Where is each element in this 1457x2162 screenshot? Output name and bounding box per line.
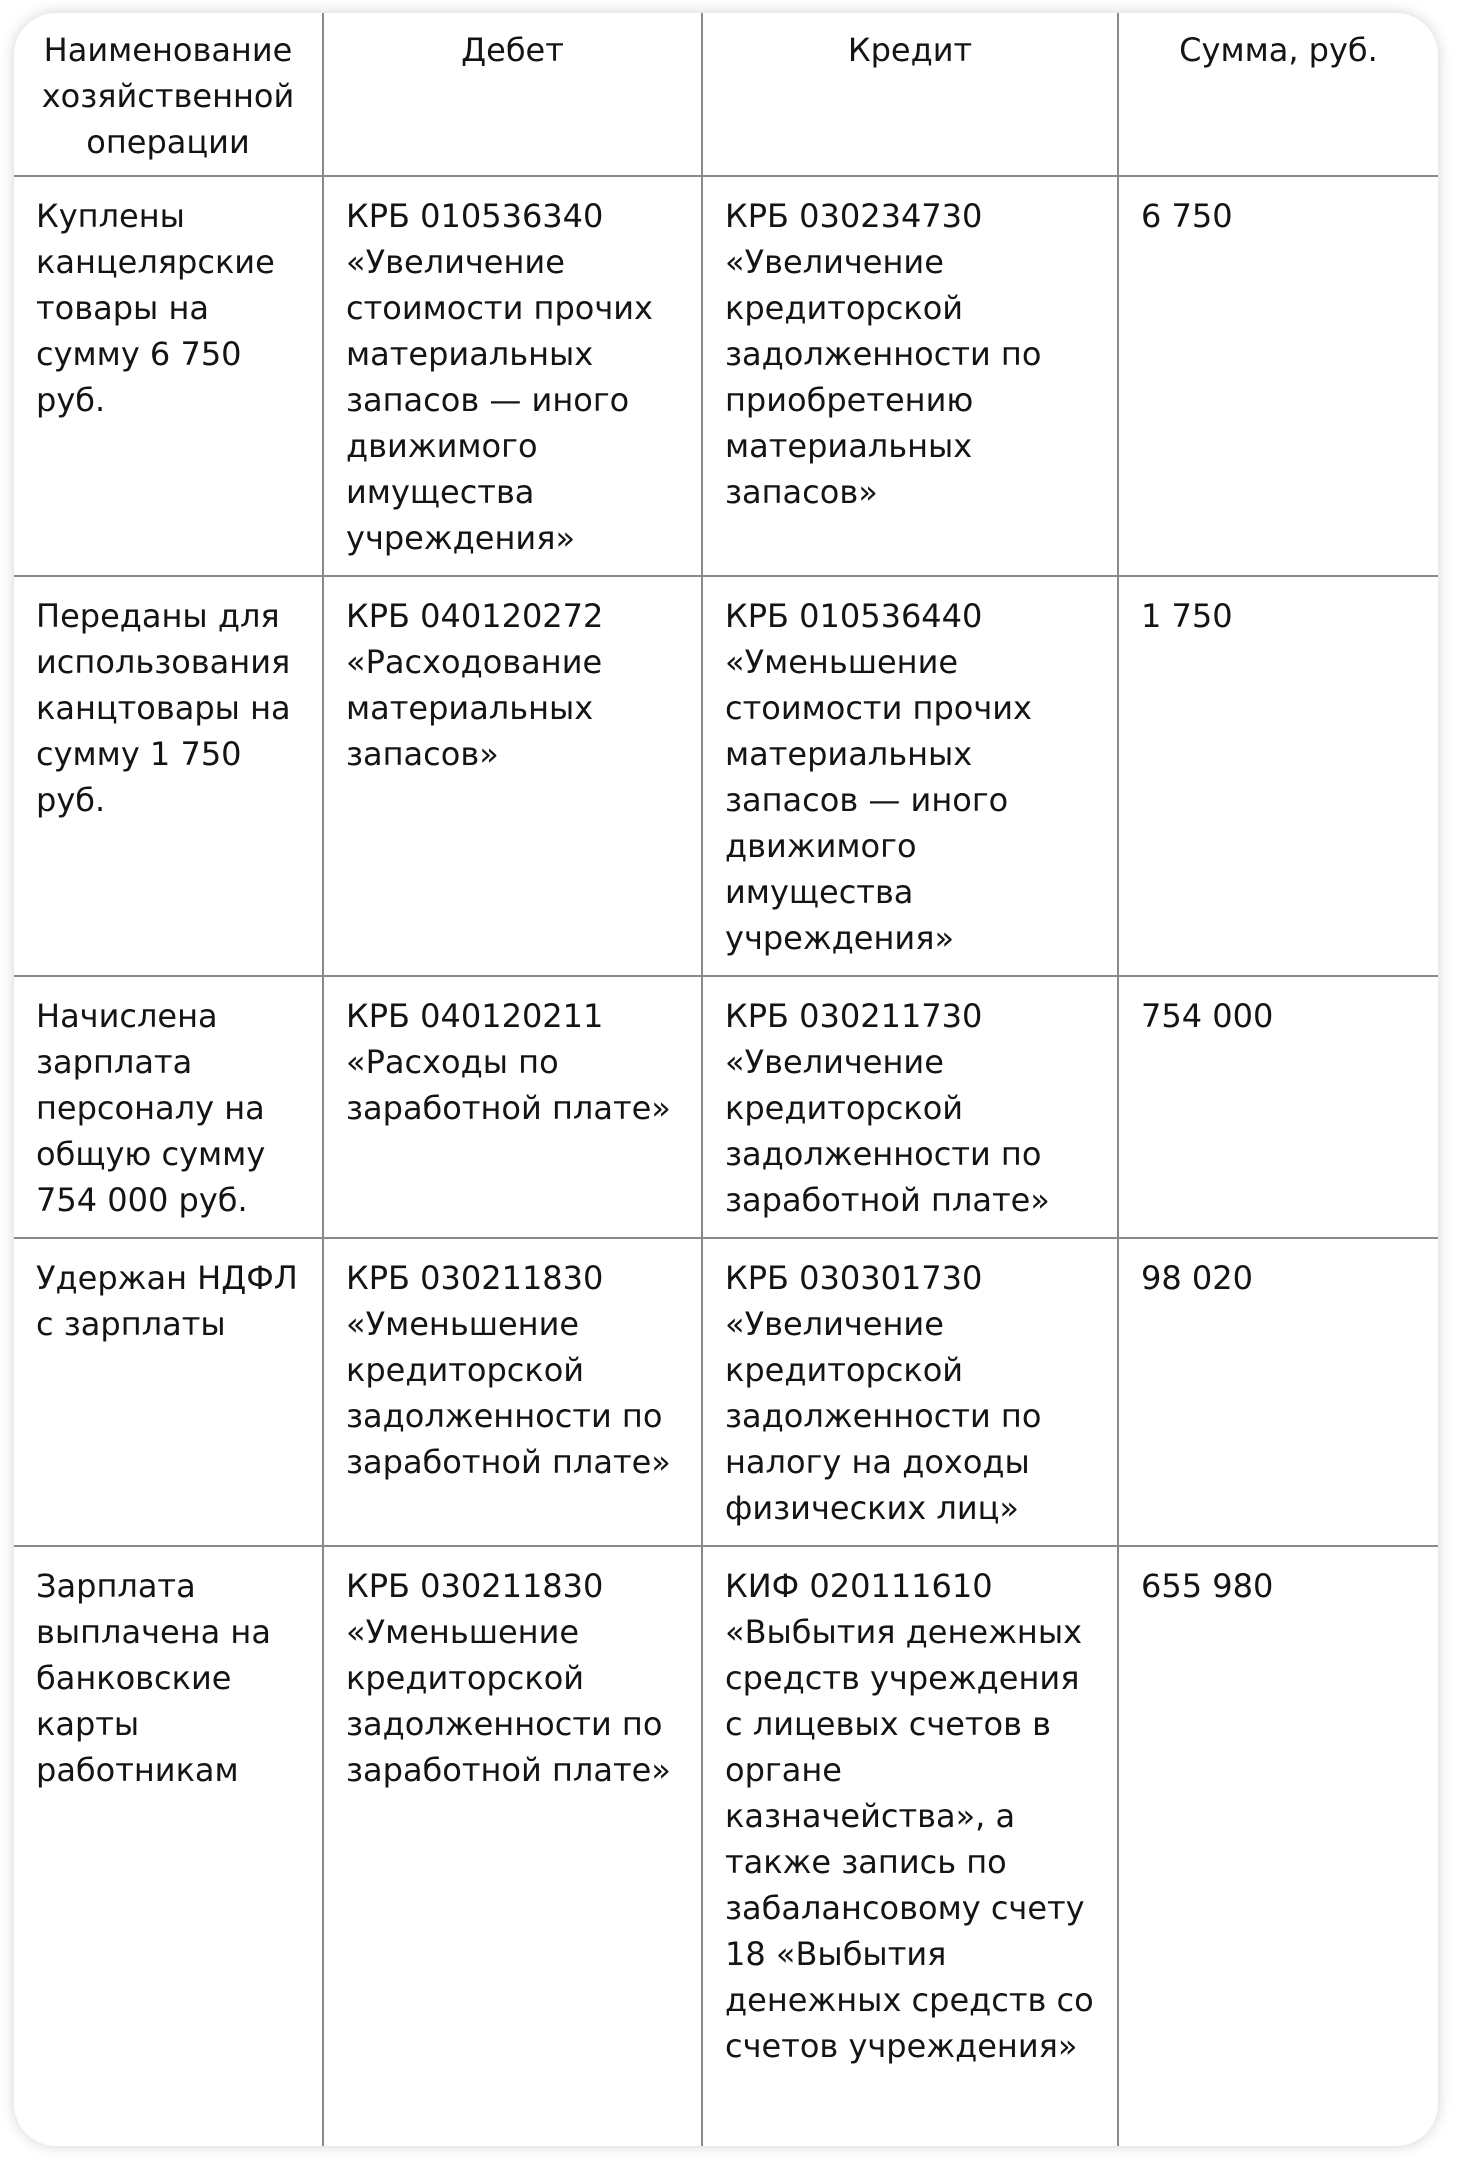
cell-debit: КРБ 040120272 «Расходование материальных запасов» (323, 576, 702, 976)
table-row (14, 1546, 1438, 2146)
cell-credit: КРБ 030301730 «Увеличение кредиторской задолженности по налогу на доходы физических лиц» (702, 1238, 1118, 1546)
cell-operation: Куплены канцелярские товары на сумму 6 750 руб. (14, 176, 323, 576)
table-row (14, 976, 1438, 1238)
cell-amount: 6 750 (1118, 176, 1438, 576)
header-amount: Сумма, руб. (1118, 13, 1438, 176)
accounting-entries-card (14, 13, 1438, 2146)
table-row (14, 176, 1438, 576)
cell-operation: Зарплата выплачена на банковские карты работникам (14, 1546, 323, 2146)
cell-credit: КРБ 030234730 «Увеличение кредиторской задолженности по приобретению материальных запасов» (702, 176, 1118, 576)
cell-credit: КРБ 010536440 «Уменьшение стоимости прочих материальных запасов — иного движимого имущества учреждения» (702, 576, 1118, 976)
header-credit: Кредит (702, 13, 1118, 176)
cell-debit: КРБ 010536340 «Увеличение стоимости прочих материальных запасов — иного движимого имущества учреждения» (323, 176, 702, 576)
cell-debit: КРБ 030211830 «Уменьшение кредиторской задолженности по заработной плате» (323, 1546, 702, 2146)
table-row (14, 1238, 1438, 1546)
cell-credit: КРБ 030211730 «Увеличение кредиторской задолженности по заработной плате» (702, 976, 1118, 1238)
cell-debit: КРБ 030211830 «Уменьшение кредиторской задолженности по заработной плате» (323, 1238, 702, 1546)
cell-amount: 754 000 (1118, 976, 1438, 1238)
cell-amount: 1 750 (1118, 576, 1438, 976)
header-operation: Наименование хозяйственной операции (14, 13, 323, 176)
cell-operation: Удержан НДФЛ с зарплаты (14, 1238, 323, 1546)
cell-operation: Переданы для использования канцтовары на сумму 1 750 руб. (14, 576, 323, 976)
header-row (14, 13, 1438, 176)
cell-credit: КИФ 020111610 «Выбытия денежных средств учреждения с лицевых счетов в органе казначейства», а также запись по забалансовому счету 18 «Выбытия денежных средств со счетов учреждения» (702, 1546, 1118, 2146)
table-row (14, 576, 1438, 976)
cell-debit: КРБ 040120211 «Расходы по заработной плате» (323, 976, 702, 1238)
cell-amount: 98 020 (1118, 1238, 1438, 1546)
cell-amount: 655 980 (1118, 1546, 1438, 2146)
accounting-entries-table (14, 13, 1438, 2146)
cell-operation: Начислена зарплата персоналу на общую сумму 754 000 руб. (14, 976, 323, 1238)
header-debit: Дебет (323, 13, 702, 176)
